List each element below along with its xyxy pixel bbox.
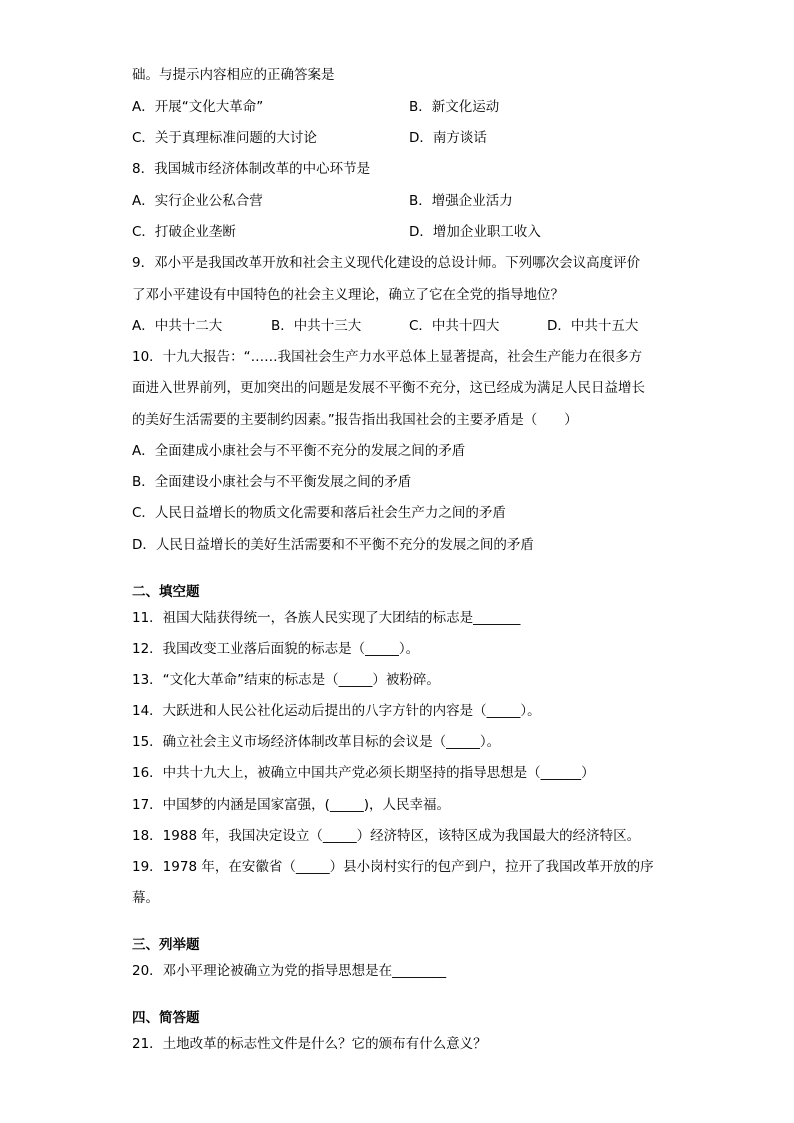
q7-option-b: B．新文化运动: [409, 99, 500, 115]
q14: 14．大跃进和人民公社化运动后提出的八字方针的内容是（_____）。: [132, 703, 541, 719]
q19-line2: 幕。: [132, 890, 159, 906]
section-short-answer-title: 四、简答题: [132, 1010, 200, 1026]
q17: 17．中国梦的内涵是国家富强，(_____)，人民幸福。: [132, 797, 450, 813]
q9-option-b: B．中共十三大: [271, 318, 362, 334]
q9-stem-line1: 9．邓小平是我国改革开放和社会主义现代化建设的总设计师。下列哪次会议高度评价: [132, 255, 641, 271]
section-list-title: 三、列举题: [132, 937, 200, 953]
q7-option-a: A．开展“文化大革命”: [132, 99, 264, 115]
q7-option-d: D．南方谈话: [409, 130, 487, 146]
q21: 21．土地改革的标志性文件是什么？它的颁布有什么意义？: [132, 1036, 487, 1052]
q11: 11．祖国大陆获得统一，各族人民实现了大团结的标志是_______: [132, 610, 521, 626]
q13: 13．“文化大革命”结束的标志是（_____）被粉碎。: [132, 672, 440, 688]
q7-stem-tail: 础。与提示内容相应的正确答案是: [132, 67, 335, 83]
q9-option-a: A．中共十二大: [132, 318, 223, 334]
q10-option-b: B．全面建设小康社会与不平衡发展之间的矛盾: [132, 474, 412, 490]
q8-option-d: D．增加企业职工收入: [409, 224, 541, 240]
q12: 12．我国改变工业落后面貌的标志是（_____）。: [132, 641, 420, 657]
q10-option-a: A．全面建成小康社会与不平衡不充分的发展之间的矛盾: [132, 443, 466, 459]
q9-option-d: D．中共十五大: [547, 318, 639, 334]
q8-stem: 8．我国城市经济体制改革的中心环节是: [132, 161, 371, 177]
q10-stem-line3: 的美好生活需要的主要制约因素。”报告指出我国社会的主要矛盾是（ ）: [132, 412, 578, 428]
q19-line1: 19．1978 年，在安徽省（_____）县小岗村实行的包产到户，拉开了我国改革开放的序: [132, 859, 654, 875]
q10-option-d: D．人民日益增长的美好生活需要和不平衡不充分的发展之间的矛盾: [132, 537, 534, 553]
q10-stem-line2: 面进入世界前列，更加突出的问题是发展不平衡不充分，这已经成为满足人民日益增长: [132, 380, 645, 396]
q18: 18．1988 年，我国决定设立（_____）经济特区，该特区成为我国最大的经济特区。: [132, 828, 641, 844]
q15: 15．确立社会主义市场经济体制改革目标的会议是（_____）。: [132, 734, 501, 750]
q10-option-c: C．人民日益增长的物质文化需要和落后社会生产力之间的矛盾: [132, 505, 506, 521]
q8-option-c: C．打破企业垄断: [132, 224, 236, 240]
q8-option-a: A．实行企业公私合营: [132, 193, 263, 209]
q8-option-b: B．增强企业活力: [409, 193, 513, 209]
q20: 20．邓小平理论被确立为党的指导思想是在________: [132, 963, 447, 979]
q7-option-c: C．关于真理标准问题的大讨论: [132, 130, 317, 146]
q9-stem-line2: 了邓小平建设有中国特色的社会主义理论，确立了它在全党的指导地位？: [132, 287, 564, 303]
q10-stem-line1: 10．十九大报告：“……我国社会生产力水平总体上显著提高，社会生产能力在很多方: [132, 349, 643, 365]
q16: 16．中共十九大上，被确立中国共产党必须长期坚持的指导思想是（______）: [132, 765, 595, 781]
q9-option-c: C．中共十四大: [409, 318, 500, 334]
section-fill-in-title: 二、填空题: [132, 584, 200, 600]
